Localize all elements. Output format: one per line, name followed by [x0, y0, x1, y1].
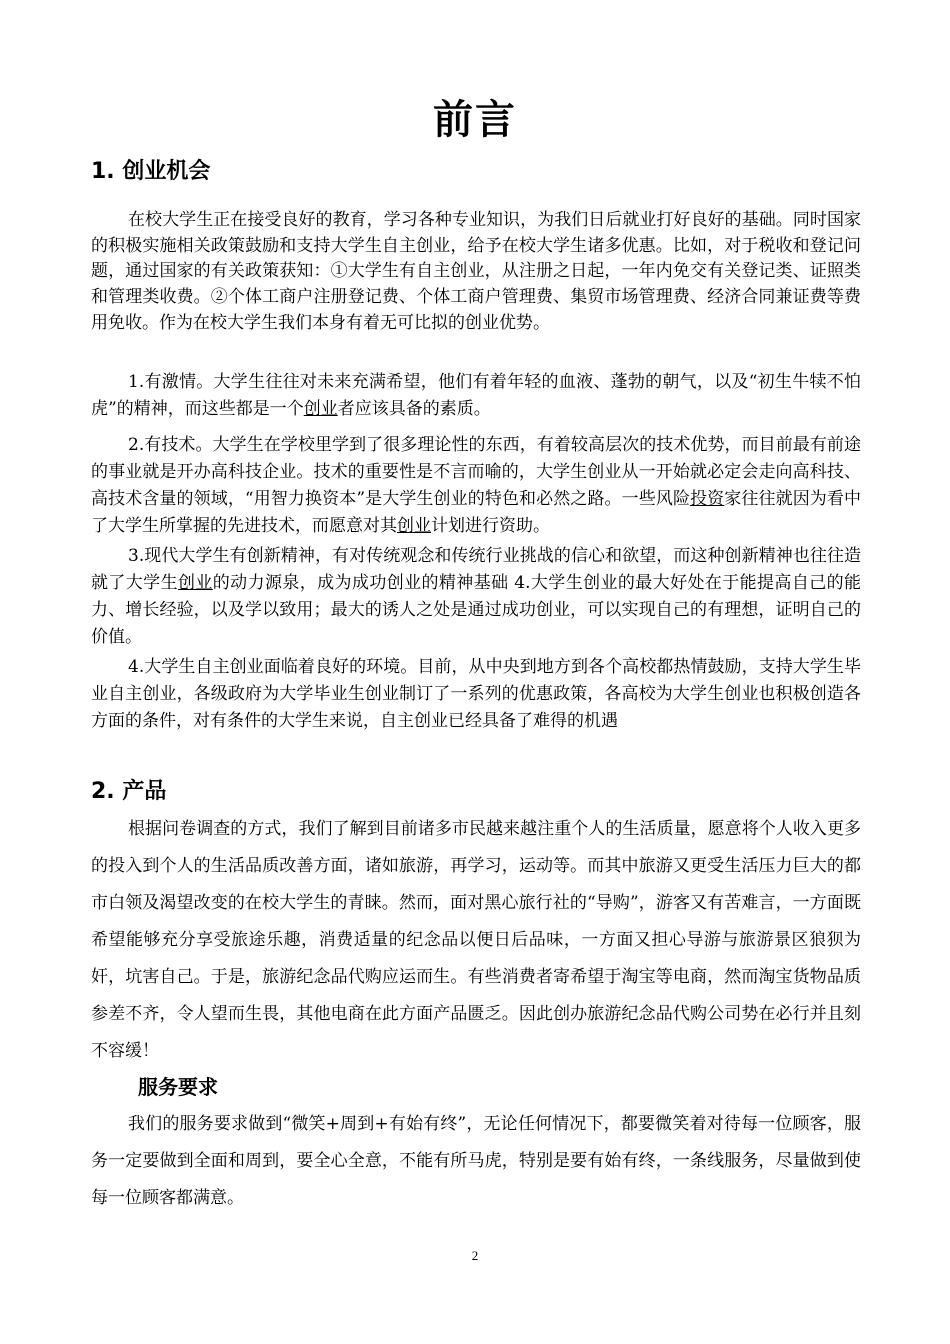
paragraph-product: 根据问卷调查的方式，我们了解到目前诸多市民越来越注重个人的生活质量，愿意将个人收入更多的投入到个人的生活品质改善方面，诸如旅游，再学习，运动等。而其中旅游又更受生活压力巨大的都市白领及渴望改变的在校大学生的青睐。然而，面对黑心旅行社的“导购”，游客又有苦难言，一方面既希望能够充分享受旅途乐趣，消费适量的纪念品以便日后品味，一方面又担心导游与旅游景区狼狈为奸，坑害自己。于是，旅游纪念品代购应运而生。有些消费者寄希望于淘宝等电商，然而淘宝货物品质参差不齐，令人望而生畏，其他电商在此方面产品匮乏。因此创办旅游纪念品代购公司势在必行并且刻不容缓！: [91, 819, 861, 1061]
point3-text-after: 的动力源泉，成为成功创业的精神基础 4.大学生创业的最大好处在于能提高自己的能力、增长经验，以及学以致用；最大的诱人之处是通过成功创业，可以实现自己的有理想，证明自己的价值。: [91, 573, 862, 647]
section-heading-service: 服务要求: [138, 1075, 218, 1099]
section-heading-opportunity: 1. 创业机会: [91, 159, 211, 184]
link-chuangye[interactable]: 创业: [303, 399, 338, 419]
paragraph-intro: 在校大学生正在接受良好的教育，学习各种专业知识，为我们日后就业打好良好的基础。同时国家的积极实施相关政策鼓励和支持大学生自主创业，给予在校大学生诸多优惠。比如，对于税收和登记问题，通过国家的有关政策获知：①大学生有自主创业，从注册之日起，一年内免交有关登记类、证照类和管理类收费。②个体工商户注册登记费、个体工商户管理费、集贸市场管理费、经济合同兼证费等费用免收。作为在校大学生我们本身有着无可比拟的创业优势。: [91, 210, 861, 333]
page-number: 2: [471, 1248, 479, 1263]
point3-text-before: 3.现代大学生有创新精神，有对传统观念和传统行业挑战的信心和欲望，而这种创新精神也往往造就了大学生: [91, 546, 861, 593]
paragraph-point-1: [91, 369, 861, 423]
link-chuangye-3[interactable]: 创业: [177, 573, 213, 593]
paragraph-service: 我们的服务要求做到“微笑+周到+有始有终”，无论任何情况下，都要微笑着对待每一位顾客，服务一定要做到全面和周到，要全心全意，不能有所马虎，特别是要有始有终，一条线服务，尽量做到使每一位顾客都满意。: [91, 1114, 861, 1208]
point2-text-before: 2.有技术。大学生在学校里学到了很多理论性的东西，有着较高层次的技术优势，而目前最有前途的事业就是开办高科技企业。技术的重要性是不言而喻的，大学生创业从一开始就必定会走向高科技、高技术含量的领域，“用智力换资本”是大学生创业的特色和必然之路。一些风险: [91, 435, 861, 509]
point2-text-mid: 家往往就因为看中了大学生所掌握的先进技术，而愿意对其: [91, 489, 862, 536]
point2-text-after: 计划进行资助。: [431, 516, 550, 536]
link-chuangye-2[interactable]: 创业: [397, 516, 431, 536]
point1-text-after: 者应该具备的素质。: [337, 399, 491, 419]
paragraph-point-4: 4.大学生自主创业面临着良好的环境。目前，从中央到地方到各个高校都热情鼓励，支持大学生毕业自主创业，各级政府为大学毕业生创业制订了一系列的优惠政策，各高校为大学生创业也积极创造各方面的条件，对有条件的大学生来说，自主创业已经具备了难得的机遇: [91, 657, 861, 731]
paragraph-point-3: [91, 543, 861, 651]
page-title: 前言: [433, 97, 517, 143]
point1-text-before: 1.有激情。大学生往往对未来充满希望，他们有着年轻的血液、蓬勃的朝气，以及“初生牛犊不怕虎”的精神，而这些都是一个: [91, 372, 861, 419]
section-heading-product: 2. 产品: [91, 779, 167, 804]
paragraph-point-2: [91, 432, 861, 540]
link-touzi[interactable]: 投资: [690, 489, 725, 509]
